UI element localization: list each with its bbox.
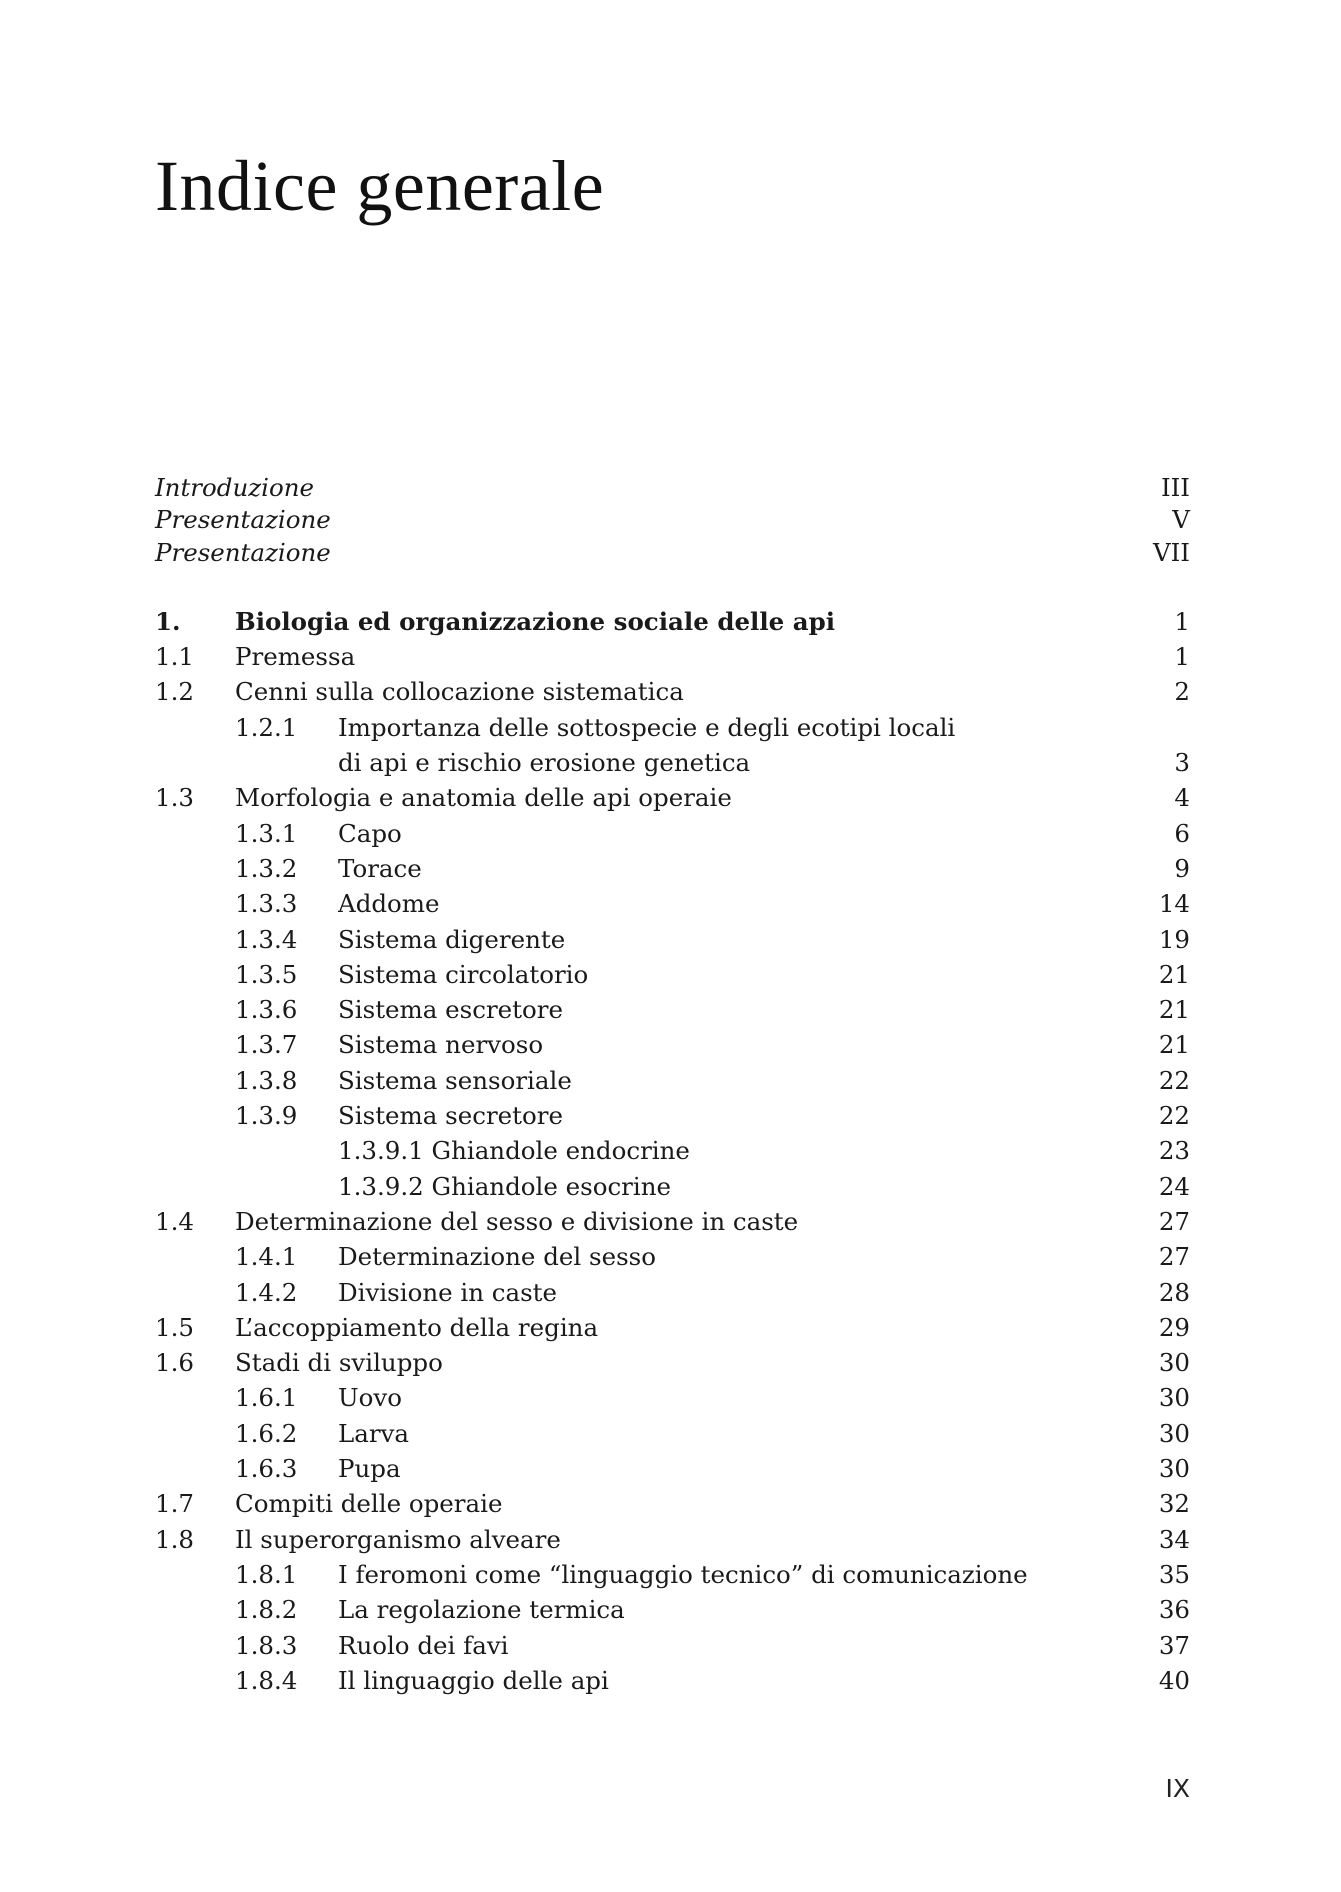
toc-subsection-entry xyxy=(155,1628,1190,1663)
toc-entry-title: Ruolo dei favi xyxy=(338,1630,509,1660)
toc-subsection-entry xyxy=(155,1663,1190,1698)
toc-subsection-entry xyxy=(155,710,1190,745)
toc-entry-page: 27 xyxy=(1158,1206,1190,1236)
toc-entry-page: 36 xyxy=(1158,1595,1190,1625)
toc-entry-title: Pupa xyxy=(338,1454,401,1484)
toc-entry-number: 1.6 xyxy=(155,1348,194,1378)
toc-subsection-entry xyxy=(155,1416,1190,1451)
toc-section-entry xyxy=(155,1486,1190,1521)
toc-entry-page: 40 xyxy=(1158,1665,1190,1695)
toc-entry-page: 34 xyxy=(1158,1524,1190,1554)
toc-subsubsection-entry xyxy=(155,1169,1190,1204)
toc-entry-page: 4 xyxy=(1174,783,1190,813)
toc-entry-number: 1.8.4 xyxy=(235,1665,298,1695)
toc-entry-page: 29 xyxy=(1158,1312,1190,1342)
toc-entry-page: 30 xyxy=(1158,1454,1190,1484)
toc-entry-title: Capo xyxy=(338,818,402,848)
toc-entry-page: 1 xyxy=(1174,642,1190,672)
toc-section-entry xyxy=(155,1345,1190,1380)
toc-entry-page: 21 xyxy=(1158,959,1190,989)
toc-subsection-entry xyxy=(155,1451,1190,1486)
toc-entry-page: 30 xyxy=(1158,1383,1190,1413)
toc-entry-title: Compiti delle operaie xyxy=(235,1489,503,1519)
toc-entry-title: Torace xyxy=(338,853,422,883)
toc-entry-number: 1.2 xyxy=(155,677,194,707)
toc-entry-title: Sistema circolatorio xyxy=(338,959,589,989)
toc-entry-number: 1.8.2 xyxy=(235,1595,298,1625)
toc-entry-title: Premessa xyxy=(235,642,356,672)
toc-subsection-entry xyxy=(155,1380,1190,1415)
toc-entry-page: 22 xyxy=(1158,1065,1190,1095)
toc-entry-page: 32 xyxy=(1158,1489,1190,1519)
toc-entry-number: 1.3.2 xyxy=(235,853,298,883)
toc-section-entry xyxy=(155,780,1190,815)
toc-section-entry xyxy=(155,1522,1190,1557)
toc-front-matter-entry xyxy=(155,472,1190,504)
toc-entry-number: 1.3.7 xyxy=(235,1030,298,1060)
toc-subsection-entry xyxy=(155,1592,1190,1627)
toc-entry-page: 21 xyxy=(1158,1030,1190,1060)
toc-front-matter-entry xyxy=(155,504,1190,536)
toc-subsection-entry xyxy=(155,922,1190,957)
toc-entry-title: Presentazione xyxy=(155,537,331,567)
toc-subsection-entry xyxy=(155,1557,1190,1592)
toc-entry-page: 14 xyxy=(1158,889,1190,919)
toc-entry-number: 1.3 xyxy=(155,783,194,813)
toc-entry-title: Divisione in caste xyxy=(338,1277,558,1307)
toc-entry-number: 1.3.9 xyxy=(235,1101,298,1131)
toc-subsection-entry xyxy=(155,1063,1190,1098)
toc-entry-title: L’accoppiamento della regina xyxy=(235,1312,599,1342)
toc-entry-title: 1.3.9.2 Ghiandole esocrine xyxy=(338,1171,671,1201)
toc-entry-title: Determinazione del sesso e divisione in caste xyxy=(235,1206,799,1236)
toc-entry-page: 19 xyxy=(1158,924,1190,954)
toc-entry-number: 1.8 xyxy=(155,1524,194,1554)
toc-entry-page: 30 xyxy=(1158,1348,1190,1378)
toc-entry-number: 1.4 xyxy=(155,1206,194,1236)
toc-entry-title: di api e rischio erosione genetica xyxy=(338,748,751,778)
toc-entry-number: 1.4.1 xyxy=(235,1242,298,1272)
toc-entry-number: 1.3.3 xyxy=(235,889,298,919)
page-title: Indice generale xyxy=(155,146,605,226)
toc-entry-page: 1 xyxy=(1174,606,1190,636)
toc-entry-number: 1.3.5 xyxy=(235,959,298,989)
toc-entry-title: La regolazione termica xyxy=(338,1595,625,1625)
toc-subsection-entry xyxy=(155,851,1190,886)
toc-entry-number: 1.3.4 xyxy=(235,924,298,954)
toc-subsection-entry xyxy=(155,1027,1190,1062)
toc-entry-title: Determinazione del sesso xyxy=(338,1242,656,1272)
toc-subsection-entry xyxy=(155,1275,1190,1310)
toc-entry-number: 1.4.2 xyxy=(235,1277,298,1307)
toc-subsection-entry xyxy=(155,745,1190,780)
toc-entry-page: 2 xyxy=(1174,677,1190,707)
toc-entry-page: 21 xyxy=(1158,995,1190,1025)
toc-entry-title: Sistema secretore xyxy=(338,1101,563,1131)
toc-entry-title: Presentazione xyxy=(155,505,331,535)
toc-entry-number: 1.2.1 xyxy=(235,712,298,742)
toc-entry-title: Stadi di sviluppo xyxy=(235,1348,443,1378)
page-number: IX xyxy=(1165,1774,1190,1803)
toc-entry-number: 1.7 xyxy=(155,1489,194,1519)
toc-entry-number: 1.6.1 xyxy=(235,1383,298,1413)
toc-entry-page: 27 xyxy=(1158,1242,1190,1272)
toc-section-entry xyxy=(155,1204,1190,1239)
toc-entry-page: 23 xyxy=(1158,1136,1190,1166)
toc-entry-page: 30 xyxy=(1158,1418,1190,1448)
toc-entry-page: 9 xyxy=(1174,853,1190,883)
toc-entry-title: Cenni sulla collocazione sistematica xyxy=(235,677,684,707)
toc-entry-title: Larva xyxy=(338,1418,410,1448)
toc-subsection-entry xyxy=(155,1239,1190,1274)
toc-entry-title: Sistema escretore xyxy=(338,995,563,1025)
toc-entry-number: 1.8.3 xyxy=(235,1630,298,1660)
toc-subsubsection-entry xyxy=(155,1133,1190,1168)
toc-entry-title: I feromoni come “linguaggio tecnico” di comunicazione xyxy=(338,1559,1028,1589)
toc-entry-number: 1.5 xyxy=(155,1312,194,1342)
toc-entry-title: Sistema sensoriale xyxy=(338,1065,572,1095)
toc-subsection-entry xyxy=(155,1098,1190,1133)
toc-front-matter-entry xyxy=(155,537,1190,569)
toc-entry-number: 1.3.1 xyxy=(235,818,298,848)
toc-entry-page: VII xyxy=(1152,537,1190,567)
toc-entry-page: III xyxy=(1160,473,1190,502)
toc-entry-title: Il linguaggio delle api xyxy=(338,1665,609,1695)
toc-subsection-entry xyxy=(155,992,1190,1027)
toc-entry-page: 6 xyxy=(1174,818,1190,848)
toc-entry-page: V xyxy=(1172,505,1190,535)
toc-subsection-entry xyxy=(155,816,1190,851)
toc-entry-title: Uovo xyxy=(338,1383,402,1413)
toc-entry-number: 1.3.6 xyxy=(235,995,298,1025)
toc-entry-title: Sistema nervoso xyxy=(338,1030,544,1060)
toc-entry-title: Biologia ed organizzazione sociale delle api xyxy=(235,606,836,636)
toc-subsection-entry xyxy=(155,886,1190,921)
toc-entry-number: 1.8.1 xyxy=(235,1559,298,1589)
toc-subsection-entry xyxy=(155,957,1190,992)
toc-entry-title: Introduzione xyxy=(155,473,314,502)
toc-entry-page: 3 xyxy=(1174,748,1190,778)
toc-entry-number: 1.6.2 xyxy=(235,1418,298,1448)
toc-entry-title: Sistema digerente xyxy=(338,924,566,954)
toc-section-entry xyxy=(155,639,1190,674)
toc-entry-number: 1.3.8 xyxy=(235,1065,298,1095)
toc-section-entry xyxy=(155,604,1190,639)
toc-entry-title: 1.3.9.1 Ghiandole endocrine xyxy=(338,1136,690,1166)
toc-entry-page: 22 xyxy=(1158,1101,1190,1131)
toc-section-entry xyxy=(155,1310,1190,1345)
toc-entry-title: Morfologia e anatomia delle api operaie xyxy=(235,783,732,813)
toc-entry-number: 1.1 xyxy=(155,642,194,672)
toc-entry-title: Il superorganismo alveare xyxy=(235,1524,561,1554)
toc-entry-page: 28 xyxy=(1158,1277,1190,1307)
toc-entry-title: Importanza delle sottospecie e degli ecotipi locali xyxy=(338,712,956,742)
toc-entry-page: 35 xyxy=(1158,1559,1190,1589)
toc-entry-page: 24 xyxy=(1158,1171,1190,1201)
table-of-contents xyxy=(155,472,1190,1698)
toc-section-entry xyxy=(155,674,1190,709)
toc-entry-title: Addome xyxy=(338,889,440,919)
toc-entry-number: 1. xyxy=(155,606,181,636)
toc-entry-page: 37 xyxy=(1158,1630,1190,1660)
toc-entry-number: 1.6.3 xyxy=(235,1454,298,1484)
